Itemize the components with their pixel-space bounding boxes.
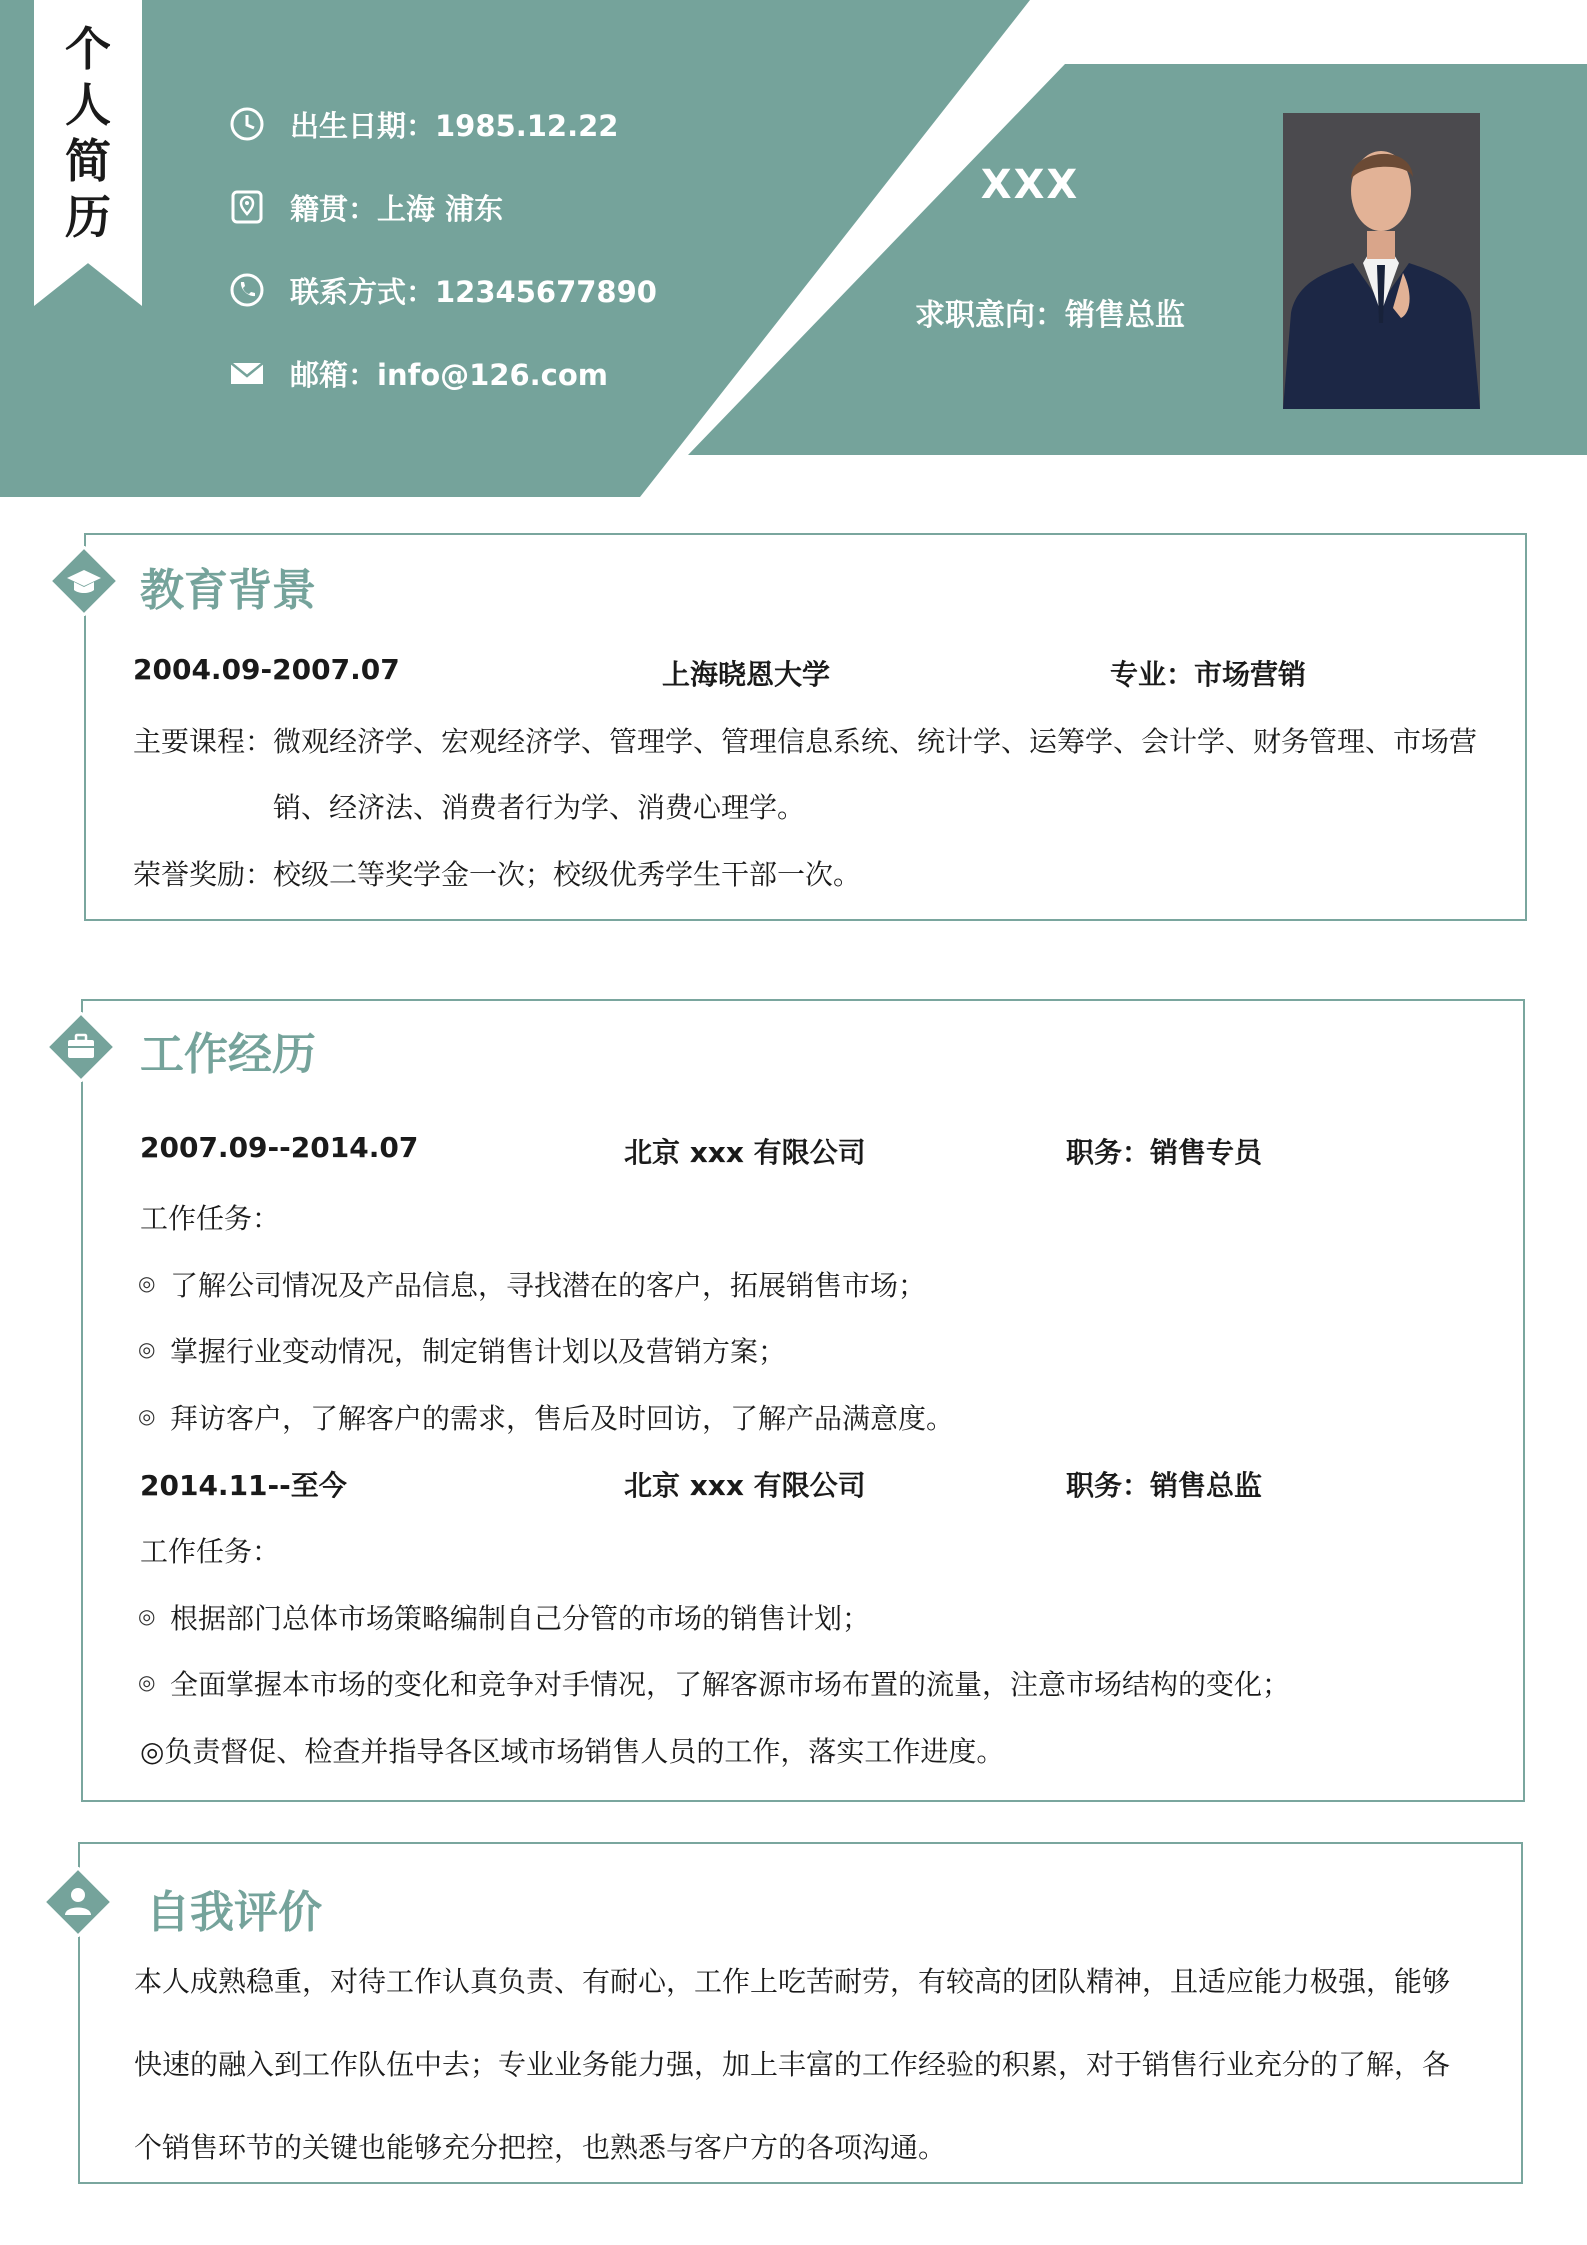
bullet-icon: ◎ xyxy=(138,1670,156,1694)
education-school: 上海晓恩大学 xyxy=(662,658,831,691)
briefcase-icon xyxy=(46,1012,116,1082)
job-company: 北京 xxx 有限公司 xyxy=(624,1136,866,1169)
location-pin-icon xyxy=(228,188,266,226)
job-tasks-label: 工作任务： xyxy=(140,1202,281,1235)
self-evaluation-line: 本人成熟稳重，对待工作认真负责、有耐心，工作上吃苦耐劳，有较高的团队精神，且适应能力极强，能够 xyxy=(134,1965,1451,1998)
ribbon-char: 人 xyxy=(65,78,111,132)
ribbon-char: 历 xyxy=(65,190,111,244)
bullet-icon: ◎ xyxy=(138,1271,156,1295)
bullet-icon: ◎ xyxy=(138,1404,156,1428)
job-task: 掌握行业变动情况，制定销售计划以及营销方案； xyxy=(170,1335,787,1368)
work-title: 工作经历 xyxy=(140,1029,316,1080)
birthdate-row xyxy=(228,104,618,144)
hometown-row xyxy=(228,187,503,227)
phone-text: 联系方式：12345677890 xyxy=(290,274,657,309)
job-task: 了解公司情况及产品信息，寻找潜在的客户，拓展销售市场； xyxy=(170,1269,927,1302)
hometown-text: 籍贯：上海 浦东 xyxy=(290,191,504,226)
job-position: 职务：销售专员 xyxy=(1066,1136,1263,1169)
self-evaluation-line: 个销售环节的关键也能够充分把控，也熟悉与客户方的各项沟通。 xyxy=(134,2131,947,2164)
education-honors: 荣誉奖励：校级二等奖学金一次；校级优秀学生干部一次。 xyxy=(133,858,862,891)
job-task: 全面掌握本市场的变化和竞争对手情况，了解客源市场布置的流量，注意市场结构的变化； xyxy=(170,1668,1291,1701)
self-evaluation-line: 快速的融入到工作队伍中去；专业业务能力强，加上丰富的工作经验的积累，对于销售行业充分的了解，各 xyxy=(134,2048,1451,2081)
job-period: 2007.09--2014.07 xyxy=(140,1131,419,1164)
job-task: 根据部门总体市场策略编制自己分管的市场的销售计划； xyxy=(170,1602,871,1635)
email-text: 邮箱：info@126.com xyxy=(290,357,609,392)
job-intent: 求职意向：销售总监 xyxy=(915,298,1185,333)
phone-row xyxy=(228,270,657,310)
job-task: 拜访客户，了解客户的需求，售后及时回访，了解产品满意度。 xyxy=(170,1402,955,1435)
self-evaluation-title: 自我评价 xyxy=(146,1887,322,1938)
graduation-cap-icon xyxy=(49,546,119,616)
email-row xyxy=(228,353,608,393)
ribbon-char: 个 xyxy=(65,22,111,76)
bullet-icon: ◎ xyxy=(138,1337,156,1361)
education-courses-line1: 主要课程：微观经济学、宏观经济学、管理学、管理信息系统、统计学、运筹学、会计学、财务管理、市场营 xyxy=(133,725,1478,758)
profile-photo xyxy=(1283,113,1480,409)
education-courses-line2: 销、经济法、消费者行为学、消费心理学。 xyxy=(273,791,806,824)
candidate-name: XXX xyxy=(980,162,1080,208)
job-task: ◎负责督促、检查并指导各区域市场销售人员的工作，落实工作进度。 xyxy=(140,1735,1005,1768)
education-period: 2004.09-2007.07 xyxy=(133,653,400,686)
bullet-icon: ◎ xyxy=(138,1604,156,1628)
clock-icon xyxy=(228,105,266,143)
person-icon xyxy=(43,1867,113,1937)
envelope-icon xyxy=(228,354,266,392)
education-title: 教育背景 xyxy=(140,565,316,616)
job-position: 职务：销售总监 xyxy=(1066,1469,1263,1502)
education-major: 专业：市场营销 xyxy=(1110,658,1307,691)
job-period: 2014.11--至今 xyxy=(140,1469,347,1502)
job-company: 北京 xxx 有限公司 xyxy=(624,1469,866,1502)
job-tasks-label: 工作任务： xyxy=(140,1535,281,1568)
birthdate-text: 出生日期：1985.12.22 xyxy=(290,108,619,143)
ribbon-char: 简 xyxy=(65,134,111,188)
phone-icon xyxy=(228,271,266,309)
